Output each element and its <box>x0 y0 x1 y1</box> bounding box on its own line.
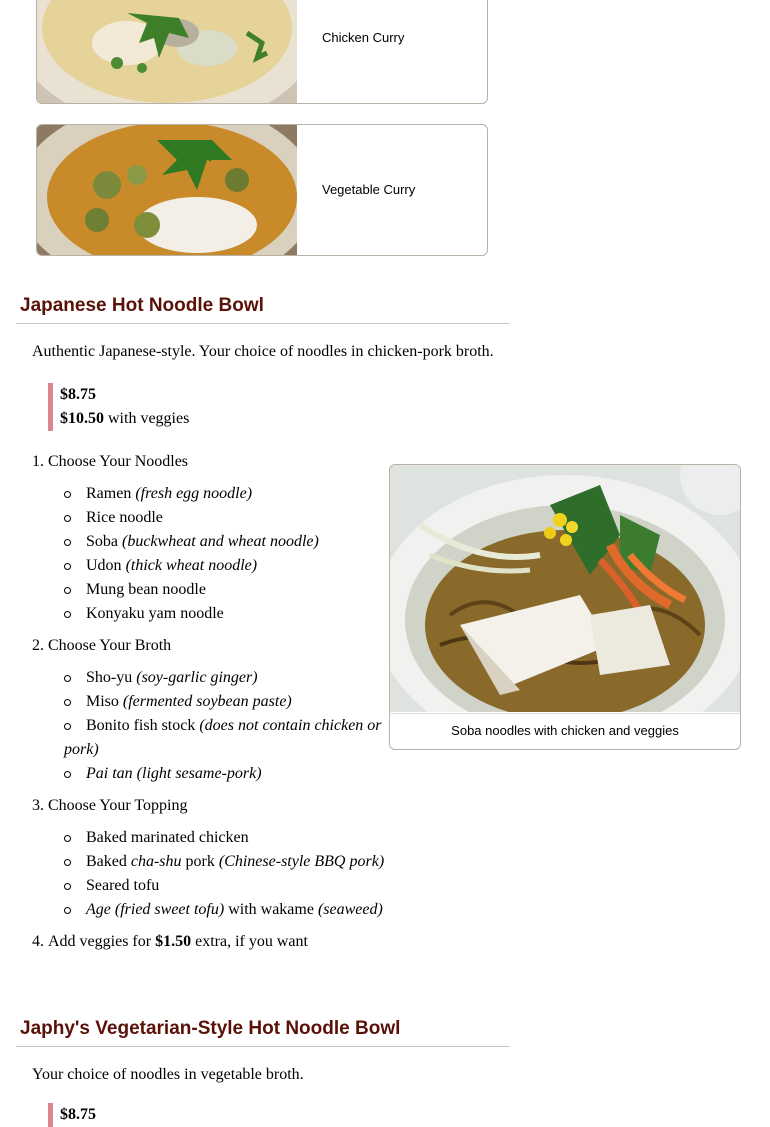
price-veggies: $10.50 <box>60 410 104 427</box>
soba-figure[interactable] <box>389 464 741 750</box>
circle-bullet-icon <box>64 539 71 546</box>
option-soba: Soba (buckwheat and wheat noodle) <box>32 530 392 554</box>
option-cha-shu: Baked cha-shu pork (Chinese-style BBQ pork) <box>32 850 392 874</box>
section-intro: Your choice of noodles in vegetable broth. <box>32 1066 304 1083</box>
chicken-curry-photo <box>37 0 297 103</box>
circle-bullet-icon <box>64 723 71 730</box>
option-miso: Miso (fermented soybean paste) <box>32 690 392 714</box>
option-mung-bean: Mung bean noodle <box>32 578 392 602</box>
circle-bullet-icon <box>64 771 71 778</box>
circle-bullet-icon <box>64 491 71 498</box>
option-pai-tan: Pai tan (light sesame-pork) <box>32 762 392 786</box>
step-title: Choose Your Broth <box>48 637 172 654</box>
figure-caption: Soba noodles with chicken and veggies <box>390 713 740 748</box>
option-baked-chicken: Baked marinated chicken <box>32 826 392 850</box>
circle-bullet-icon <box>64 675 71 682</box>
section-title: Japhy's Vegetarian-Style Hot Noodle Bowl <box>16 1018 510 1047</box>
price-veggies-suffix: with veggies <box>104 410 190 427</box>
build-steps <box>32 450 392 954</box>
option-konyaku: Konyaku yam noodle <box>32 602 392 626</box>
price-base: $8.75 <box>60 386 96 403</box>
card-caption[interactable]: Vegetable Curry <box>322 182 416 197</box>
circle-bullet-icon <box>64 859 71 866</box>
price-base: $8.75 <box>60 1106 96 1123</box>
option-bonito: Bonito fish stock (does not contain chicken or pork) <box>64 717 382 758</box>
card-caption[interactable]: Chicken Curry <box>322 30 405 45</box>
circle-bullet-icon <box>64 563 71 570</box>
soba-noodles-photo <box>390 465 740 712</box>
option-udon: Udon (thick wheat noodle) <box>32 554 392 578</box>
step-number: 1. <box>32 453 44 470</box>
step-text: Add veggies for $1.50 extra, if you want <box>48 933 308 950</box>
circle-bullet-icon <box>64 515 71 522</box>
option-sho-yu: Sho-yu (soy-garlic ginger) <box>32 666 392 690</box>
circle-bullet-icon <box>64 907 71 914</box>
price-block <box>48 383 189 431</box>
section-title: Japanese Hot Noodle Bowl <box>16 295 510 324</box>
step-noodles <box>32 450 392 626</box>
circle-bullet-icon <box>64 587 71 594</box>
step-number: 3. <box>32 797 44 814</box>
circle-bullet-icon <box>64 611 71 618</box>
step-title: Choose Your Topping <box>48 797 188 814</box>
vegetable-curry-card[interactable] <box>36 124 488 256</box>
step-broth <box>32 634 392 786</box>
option-age: Age (fried sweet tofu) with wakame (seaweed) <box>32 898 392 922</box>
circle-bullet-icon <box>64 883 71 890</box>
section-intro: Authentic Japanese-style. Your choice of noodles in chicken-pork broth. <box>32 343 494 360</box>
circle-bullet-icon <box>64 699 71 706</box>
step-veggies <box>32 930 392 954</box>
step-number: 2. <box>32 637 44 654</box>
step-title: Choose Your Noodles <box>48 453 189 470</box>
option-seared-tofu: Seared tofu <box>32 874 392 898</box>
step-number: 4. <box>32 933 44 950</box>
option-rice-noodle: Rice noodle <box>32 506 392 530</box>
vegetable-curry-photo <box>37 125 297 255</box>
option-ramen: Ramen (fresh egg noodle) <box>32 482 392 506</box>
price-block <box>48 1103 96 1127</box>
circle-bullet-icon <box>64 835 71 842</box>
chicken-curry-card[interactable] <box>36 0 488 104</box>
step-topping <box>32 794 392 922</box>
